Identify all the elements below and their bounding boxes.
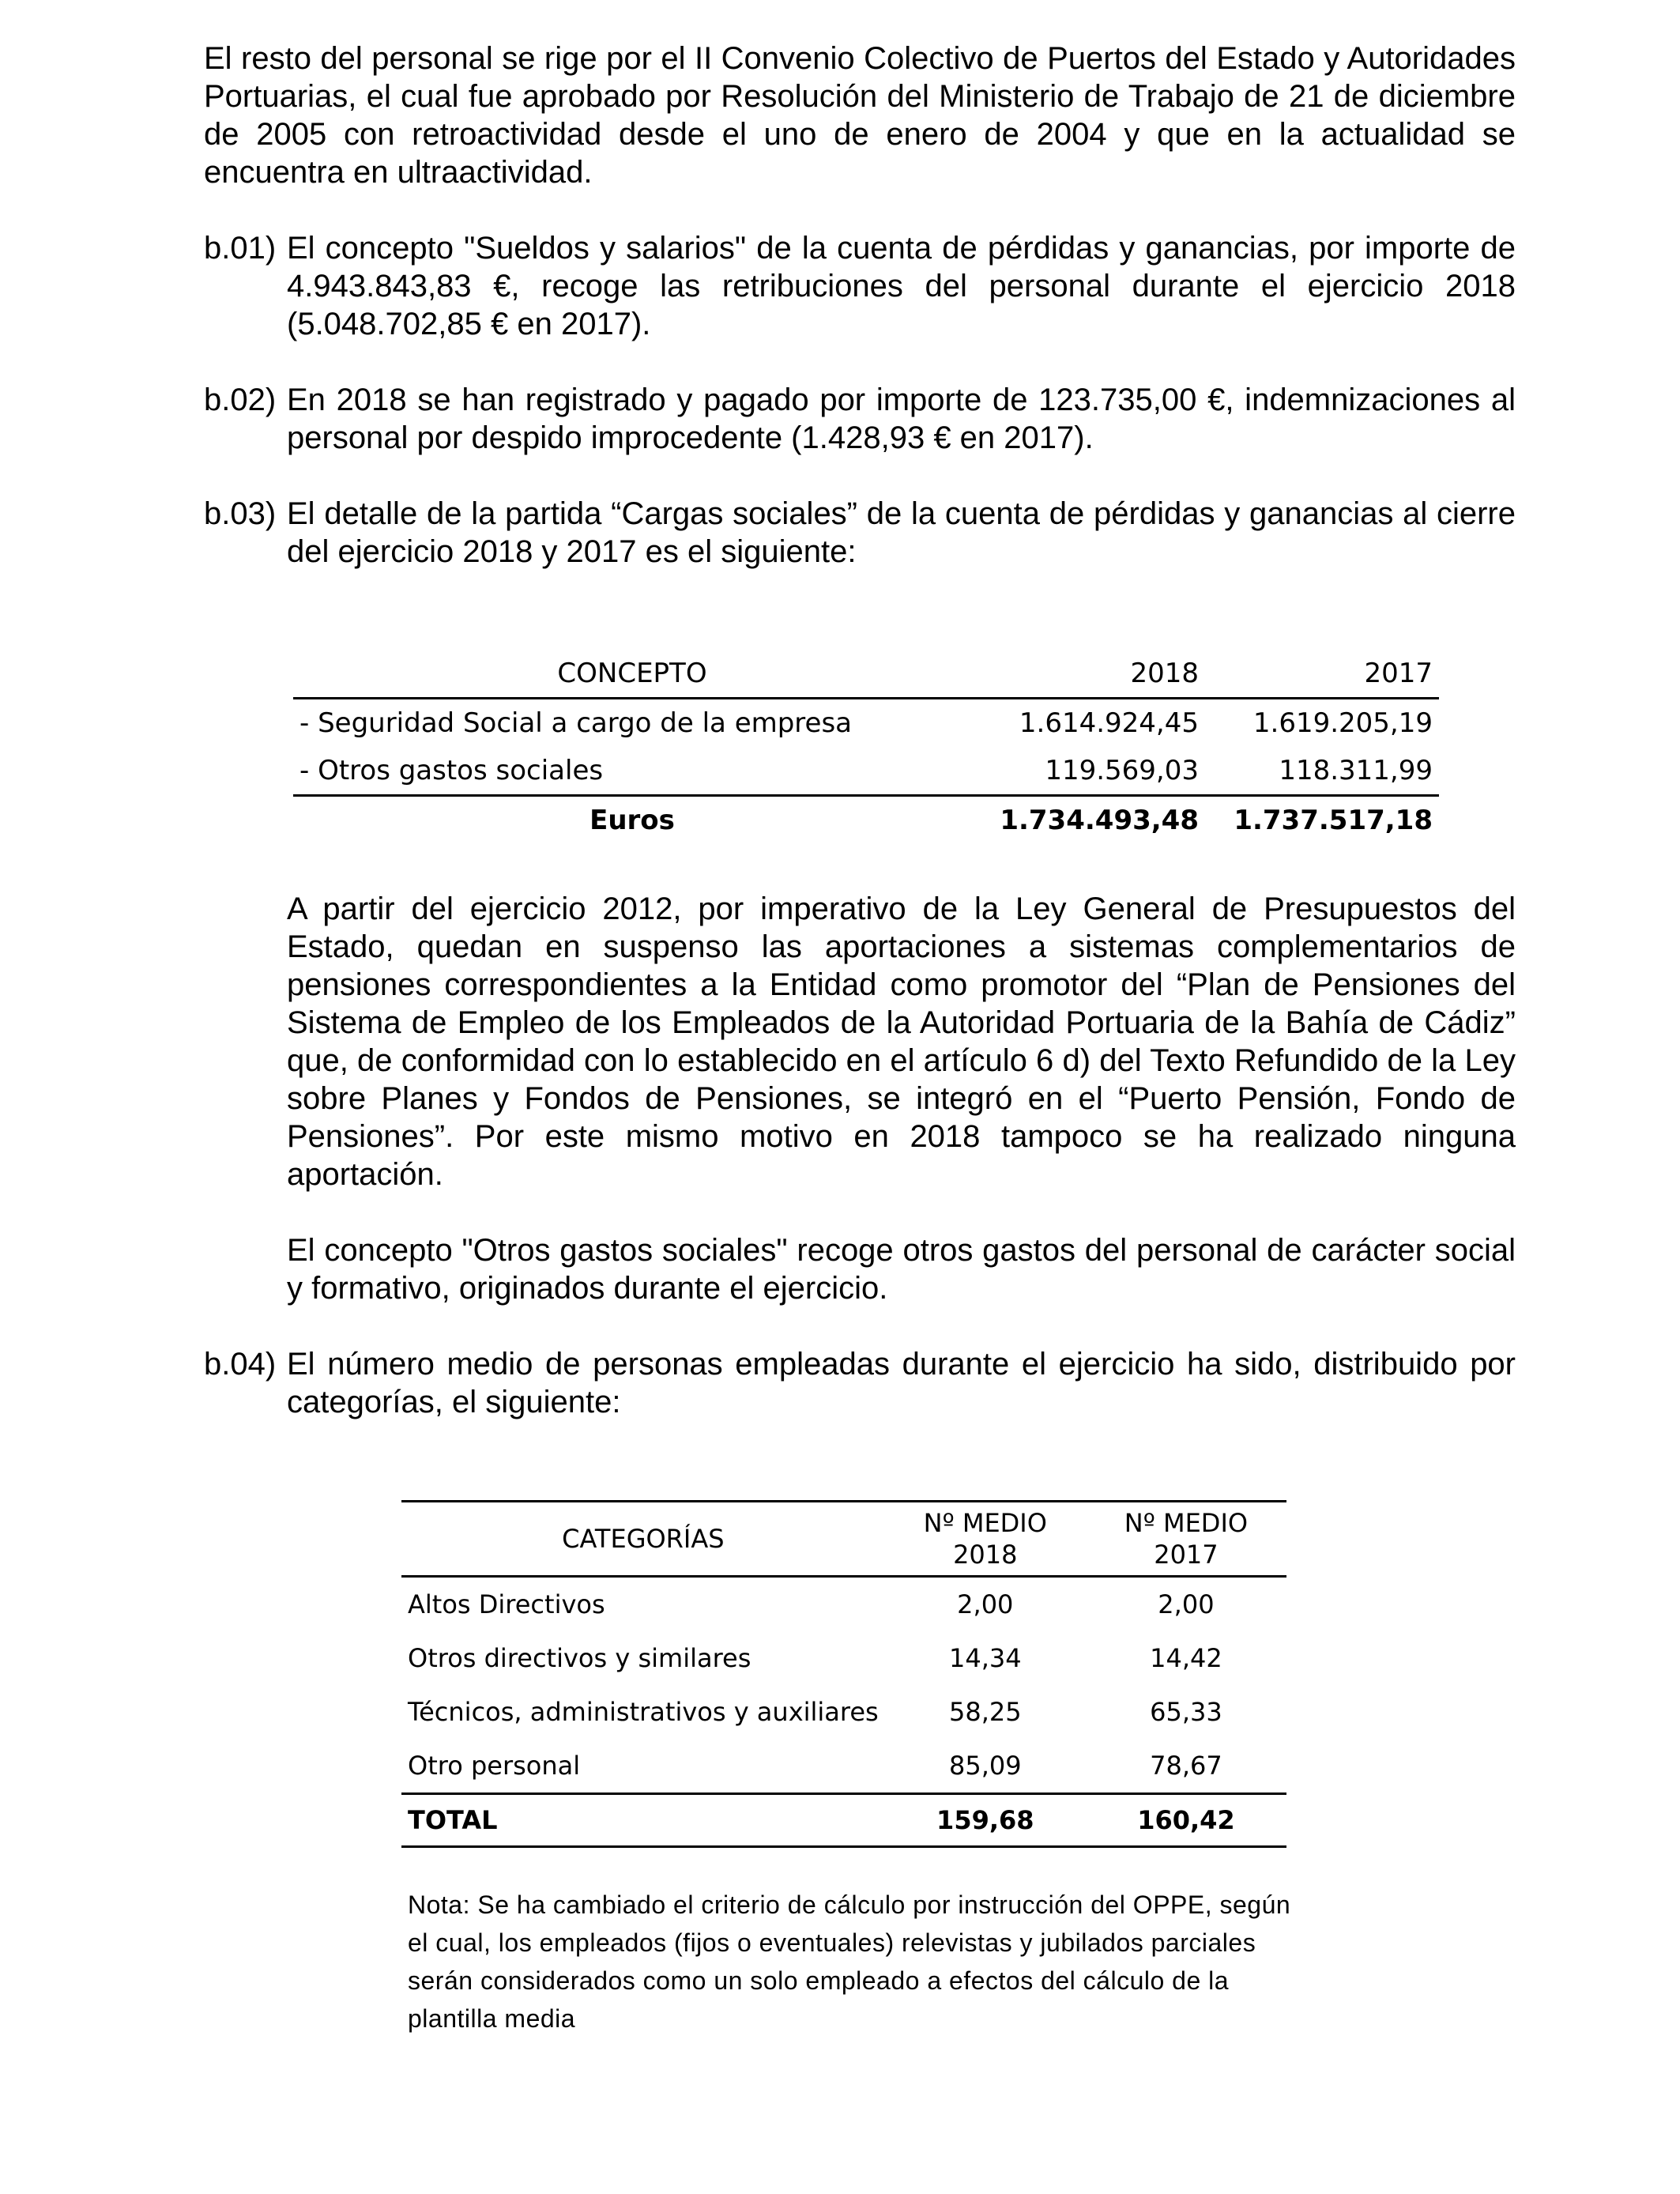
otros-gastos-paragraph: El concepto "Otros gastos sociales" recoge otros gastos del personal de carácter social y formativo, originados durante el ejercicio. bbox=[287, 1233, 1516, 1306]
header-line: 2018 bbox=[953, 1540, 1018, 1570]
table-header-row bbox=[401, 1502, 1286, 1577]
intro-paragraph: El resto del personal se rige por el II Convenio Colectivo de Puertos del Estado y Autoridades Portuarias, el cual fue aprobado por Resolución del Ministerio de Trabajo de 21 de diciembre de 2005 con retroactividad desde el uno de enero de 2004 y que en la actualidad se encuentra en ultraactividad. bbox=[204, 41, 1516, 190]
column-header-2017: 2017 bbox=[1205, 650, 1439, 699]
total-value-2017: 1.737.517,18 bbox=[1205, 796, 1439, 845]
item-text: En 2018 se han registrado y pagado por importe de 123.735,00 €, indemnizaciones al personal por despido improcedente (1.428,93 € en 2017). bbox=[287, 383, 1516, 455]
item-text: El número medio de personas empleadas durante el ejercicio ha sido, distribuido por categorías, el siguiente: bbox=[287, 1347, 1516, 1419]
table-row bbox=[293, 747, 1439, 796]
document-page bbox=[204, 40, 1516, 2038]
item-text: El concepto "Sueldos y salarios" de la cuenta de pérdidas y ganancias, por importe de 4.943.843,83 €, recoge las retribuciones del personal durante el ejercicio 2018 (5.048.702,85 € en 2017). bbox=[287, 231, 1516, 341]
total-value-2018: 159,68 bbox=[885, 1794, 1086, 1847]
row-value-2018: 119.569,03 bbox=[1045, 755, 1199, 786]
total-value-2017: 160,42 bbox=[1086, 1794, 1286, 1847]
item-b04 bbox=[204, 1345, 1516, 1421]
row-category: Técnicos, administrativos y auxiliares bbox=[408, 1697, 879, 1727]
item-label: b.04) bbox=[204, 1347, 277, 1382]
table-total-row bbox=[293, 796, 1439, 845]
row-category: Altos Directivos bbox=[408, 1589, 605, 1619]
row-concept: - Seguridad Social a cargo de la empresa bbox=[299, 707, 853, 739]
row-concept: - Otros gastos sociales bbox=[299, 755, 604, 786]
row-value-2018: 2,00 bbox=[957, 1589, 1014, 1619]
row-value-2018: 14,34 bbox=[948, 1643, 1022, 1673]
row-category: Otros directivos y similares bbox=[408, 1643, 751, 1673]
table-header-row bbox=[293, 650, 1439, 699]
item-label: b.01) bbox=[204, 231, 277, 266]
row-value-2017: 2,00 bbox=[1158, 1589, 1215, 1619]
item-b02 bbox=[204, 381, 1516, 457]
row-value-2017: 65,33 bbox=[1150, 1697, 1222, 1727]
total-label: Euros bbox=[293, 796, 971, 845]
column-header-2017 bbox=[1086, 1502, 1286, 1577]
table-row bbox=[401, 1631, 1286, 1685]
footnote: Nota: Se ha cambiado el criterio de cálculo por instrucción del OPPE, según el cual, los empleados (fijos o eventuales) relevistas y jubilados parciales serán considerados como un solo empleado a efectos del cálculo de la plantilla media bbox=[408, 1891, 1291, 2033]
header-line: Nº MEDIO bbox=[1124, 1508, 1249, 1538]
row-value-2018: 58,25 bbox=[948, 1697, 1022, 1727]
table-total-row bbox=[401, 1794, 1286, 1847]
total-value-2018: 1.734.493,48 bbox=[971, 796, 1205, 845]
row-value-2018: 1.614.924,45 bbox=[1019, 707, 1199, 739]
table-row bbox=[401, 1739, 1286, 1794]
pensiones-paragraph: A partir del ejercicio 2012, por imperativo de la Ley General de Presupuestos del Estado, quedan en suspenso las aportaciones a sistemas complementarios de pensiones correspondientes a la Entidad como promotor del “Plan de Pensiones del Sistema de Empleo de los Empleados de la Autoridad Portuaria de la Bahía de Cádiz” que, de conformidad con lo establecido en el artículo 6 d) del Texto Refundido de la Ley sobre Planes y Fondos de Pensiones, se integró en el “Puerto Pensión, Fondo de Pensiones”. Por este mismo motivo en 2018 tampoco se ha realizado ninguna aportación. bbox=[287, 892, 1516, 1192]
table-row bbox=[293, 699, 1439, 748]
item-label: b.02) bbox=[204, 383, 277, 417]
column-header-concepto: CONCEPTO bbox=[293, 650, 971, 699]
column-header-2018: 2018 bbox=[971, 650, 1205, 699]
item-b01 bbox=[204, 229, 1516, 343]
table-row bbox=[401, 1577, 1286, 1632]
categorias-table bbox=[401, 1500, 1286, 1848]
table-row bbox=[401, 1685, 1286, 1739]
header-line: 2017 bbox=[1154, 1540, 1219, 1570]
row-value-2018: 85,09 bbox=[948, 1751, 1022, 1781]
header-line: Nº MEDIO bbox=[923, 1508, 1047, 1538]
row-category: Otro personal bbox=[408, 1751, 581, 1781]
item-label: b.03) bbox=[204, 496, 277, 531]
row-value-2017: 78,67 bbox=[1150, 1751, 1222, 1781]
item-b03 bbox=[204, 495, 1516, 571]
column-header-categorias: CATEGORÍAS bbox=[401, 1502, 885, 1577]
cargas-sociales-table bbox=[293, 650, 1439, 844]
row-value-2017: 118.311,99 bbox=[1279, 755, 1433, 786]
row-value-2017: 14,42 bbox=[1150, 1643, 1222, 1673]
column-header-2018 bbox=[885, 1502, 1086, 1577]
item-text: El detalle de la partida “Cargas sociales” de la cuenta de pérdidas y ganancias al cierre del ejercicio 2018 y 2017 es el siguiente: bbox=[287, 496, 1516, 569]
total-label: TOTAL bbox=[401, 1794, 885, 1847]
row-value-2017: 1.619.205,19 bbox=[1252, 707, 1433, 739]
